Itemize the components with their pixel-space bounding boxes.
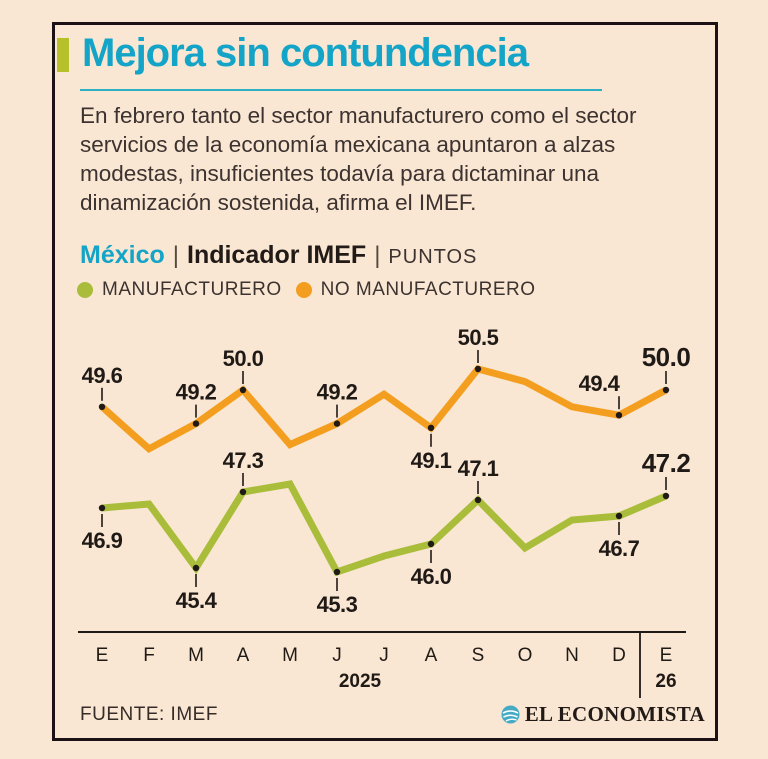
x-tick-label: S [471, 645, 485, 666]
x-tick-label: N [565, 645, 579, 666]
data-point-label: 46.9 [81, 528, 123, 553]
x-tick-label: J [379, 645, 389, 666]
legend-item-manufacturero [77, 279, 282, 301]
el-economista-logo-icon [501, 705, 520, 724]
data-point-label: 50.5 [457, 325, 499, 350]
data-point-label: 47.3 [222, 448, 264, 473]
data-point-label: 49.1 [410, 447, 452, 473]
legend-label: MANUFACTURERO [102, 279, 282, 300]
title-accent-bar [57, 38, 69, 72]
data-point-label: 49.2 [175, 379, 217, 405]
subtitle-separator: | [374, 242, 381, 269]
data-point-label: 50.0 [641, 342, 691, 372]
x-tick-label: D [612, 645, 626, 666]
no-manufacturero-dot-icon [296, 282, 312, 298]
data-point-label: 45.4 [175, 588, 217, 613]
x-tick-label: O [517, 645, 533, 666]
legend-label: NO MANUFACTURERO [320, 279, 536, 300]
subtitle-indicator: Indicador IMEF [187, 241, 367, 269]
x-tick-label: E [95, 645, 109, 666]
data-point-label: 46.7 [598, 536, 640, 561]
el-economista-brand [501, 702, 705, 727]
data-point-label: 49.4 [578, 371, 620, 397]
x-tick-label: J [332, 645, 342, 666]
chart-legend [77, 279, 536, 301]
x-tick-label: E [659, 645, 673, 666]
subtitle-region: México [80, 241, 165, 269]
data-point-label: 50.0 [222, 346, 264, 371]
x-tick-label: M [188, 645, 204, 666]
data-point-label: 49.6 [81, 362, 123, 388]
x-tick-label: M [282, 645, 298, 666]
x-tick-label: A [424, 645, 438, 666]
data-point-label: 45.3 [316, 592, 358, 617]
chart-subtitle [80, 241, 477, 270]
data-point-label: 47.1 [457, 456, 499, 481]
brand-name: EL ECONOMISTA [524, 702, 705, 726]
subtitle-unit: PUNTOS [388, 246, 478, 268]
legend-item-no-manufacturero [296, 279, 536, 301]
title-underline [80, 89, 602, 91]
chart-description: En febrero tanto el sector manufacturero como el sector servicios de la economía mexicana apuntaron a alzas modestas, insuficientes todavía para dictaminar una dinamización sostenida, afirma el IMEF. [80, 103, 637, 215]
data-point-label: 47.2 [641, 448, 691, 478]
year-label-26: 26 [655, 671, 677, 692]
source-label: FUENTE: IMEF [80, 704, 218, 725]
subtitle-separator: | [172, 242, 179, 269]
data-point-label: 49.2 [316, 379, 358, 405]
data-point-label: 46.0 [410, 564, 452, 589]
year-label-2025: 2025 [338, 671, 382, 692]
manufacturero-dot-icon [77, 282, 93, 298]
x-tick-label: A [236, 645, 250, 666]
x-tick-label: F [143, 645, 155, 666]
infographic-card [52, 22, 718, 741]
page-title: Mejora sin contundencia [82, 31, 528, 75]
